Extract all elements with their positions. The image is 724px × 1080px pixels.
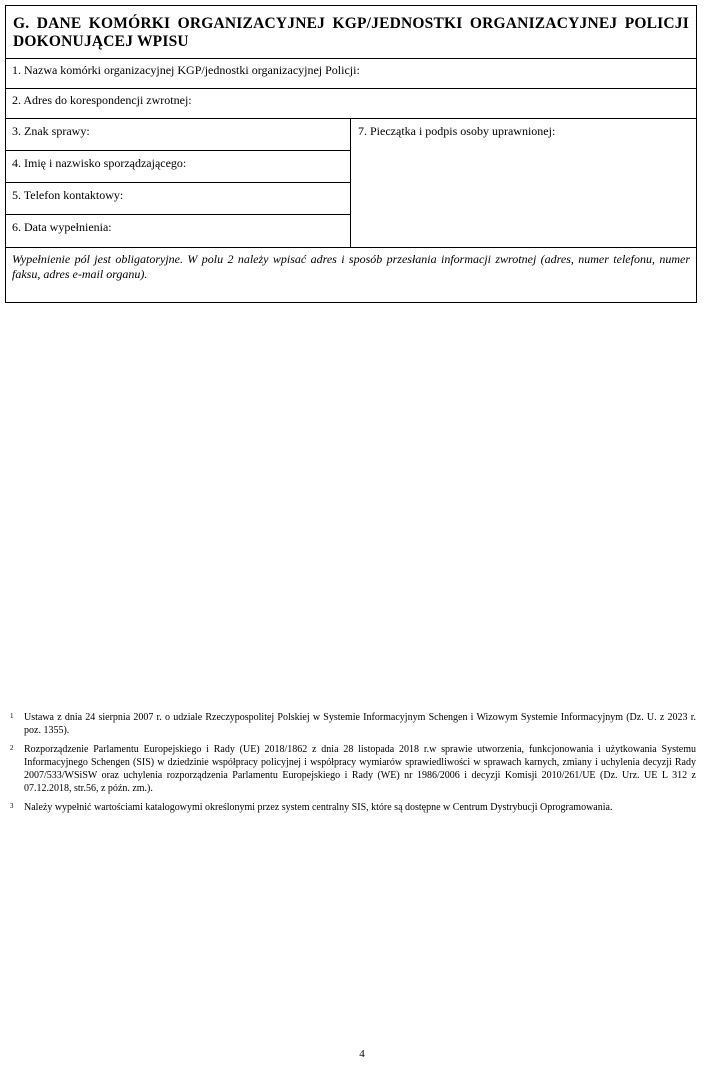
footnote-number: 1 — [10, 712, 14, 720]
instruction-note: Wypełnienie pól jest obligatoryjne. W polu 2 należy wpisać adres i sposób przesłania informacji zwrotnej (adres, numer telefonu, numer faksu, adres e-mail organu). — [12, 252, 690, 281]
footnote-number: 3 — [10, 802, 14, 810]
footnotes — [10, 711, 696, 820]
section-g-form — [5, 5, 697, 303]
fields-left-column — [6, 119, 351, 247]
footnote — [10, 801, 696, 814]
field-fill-date[interactable]: 6. Data wypełnienia: — [12, 220, 112, 234]
footnote-text: Ustawa z dnia 24 sierpnia 2007 r. o udziale Rzeczypospolitej Polskiej w Systemie Informacyjnym Schengen i Wizowym Systemie Informacyjnym (Dz. U. z 2023 r. poz. 1355). — [24, 712, 696, 736]
field-preparer-name[interactable]: 4. Imię i nazwisko sporządzającego: — [6, 151, 350, 183]
fields-split-block — [6, 119, 696, 248]
field-stamp-signature[interactable]: 7. Pieczątka i podpis osoby uprawnionej: — [358, 124, 556, 138]
field-contact-phone[interactable]: 5. Telefon kontaktowy: — [6, 183, 350, 215]
field-case-reference[interactable]: 3. Znak sprawy: — [6, 119, 350, 151]
footnote — [10, 711, 696, 737]
field-unit-name[interactable]: 1. Nazwa komórki organizacyjnej KGP/jednostki organizacyjnej Policji: — [6, 59, 696, 89]
footnote-text: Należy wypełnić wartościami katalogowymi określonymi przez system centralny SIS, które są dostępne w Centrum Dystrybucji Oprogramowania. — [24, 802, 613, 813]
field-return-address[interactable]: 2. Adres do korespondencji zwrotnej: — [6, 89, 696, 119]
page-number: 4 — [359, 1048, 365, 1060]
footnote-number: 2 — [10, 744, 14, 752]
footnote — [10, 743, 696, 795]
section-title: G. DANE KOMÓRKI ORGANIZACYJNEJ KGP/JEDNOSTKI ORGANIZACYJNEJ POLICJI DOKONUJĄCEJ WPISU — [6, 6, 696, 59]
footnote-text: Rozporządzenie Parlamentu Europejskiego i Rady (UE) 2018/1862 z dnia 28 listopada 2018 r.w sprawie utworzenia, funkcjonowania i użytkowania Systemu Informacyjnego Schengen (SIS) w dziedzinie współpracy policyjnej i współpracy wymiarów sprawiedliwości w sprawach karnych, zmiany i uchylenia decyzji Rady 2007/533/WSiSW oraz uchylenia rozporządzenia Parlamentu Europejskiego i Rady (WE) nr 1986/2006 i decyzji Komisji 2010/261/UE (Dz. Urz. UE L 312 z 07.12.2018, str.56, z późn. zm.). — [24, 744, 696, 794]
